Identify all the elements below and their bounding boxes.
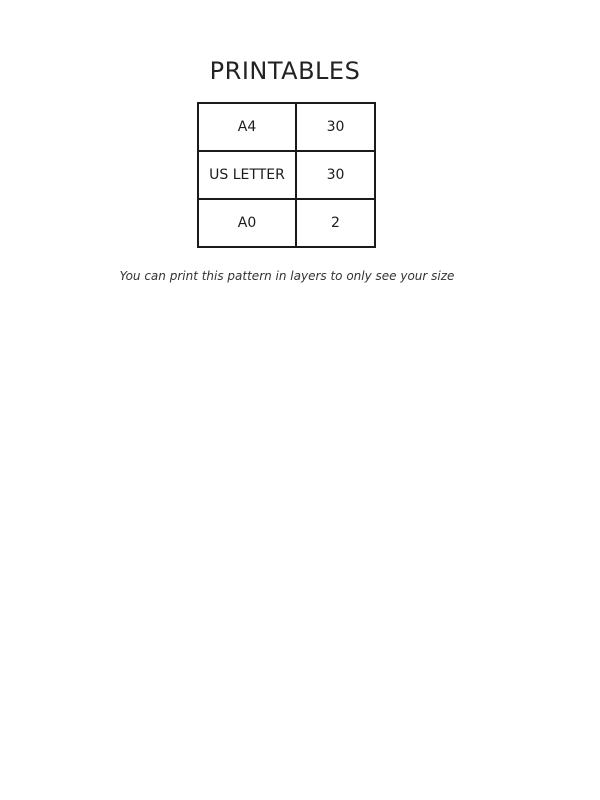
table-row bbox=[198, 103, 375, 151]
paper-size-cell: A0 bbox=[198, 199, 296, 247]
layers-note: You can print this pattern in layers to only see your size bbox=[119, 269, 455, 283]
paper-size-cell: US LETTER bbox=[198, 151, 296, 199]
page-count-cell: 2 bbox=[296, 199, 375, 247]
table-row bbox=[198, 199, 375, 247]
table-row bbox=[198, 151, 375, 199]
page-count-cell: 30 bbox=[296, 103, 375, 151]
paper-size-cell: A4 bbox=[198, 103, 296, 151]
page-title: PRINTABLES bbox=[209, 57, 361, 85]
printables-table bbox=[197, 102, 376, 248]
page-count-cell: 30 bbox=[296, 151, 375, 199]
